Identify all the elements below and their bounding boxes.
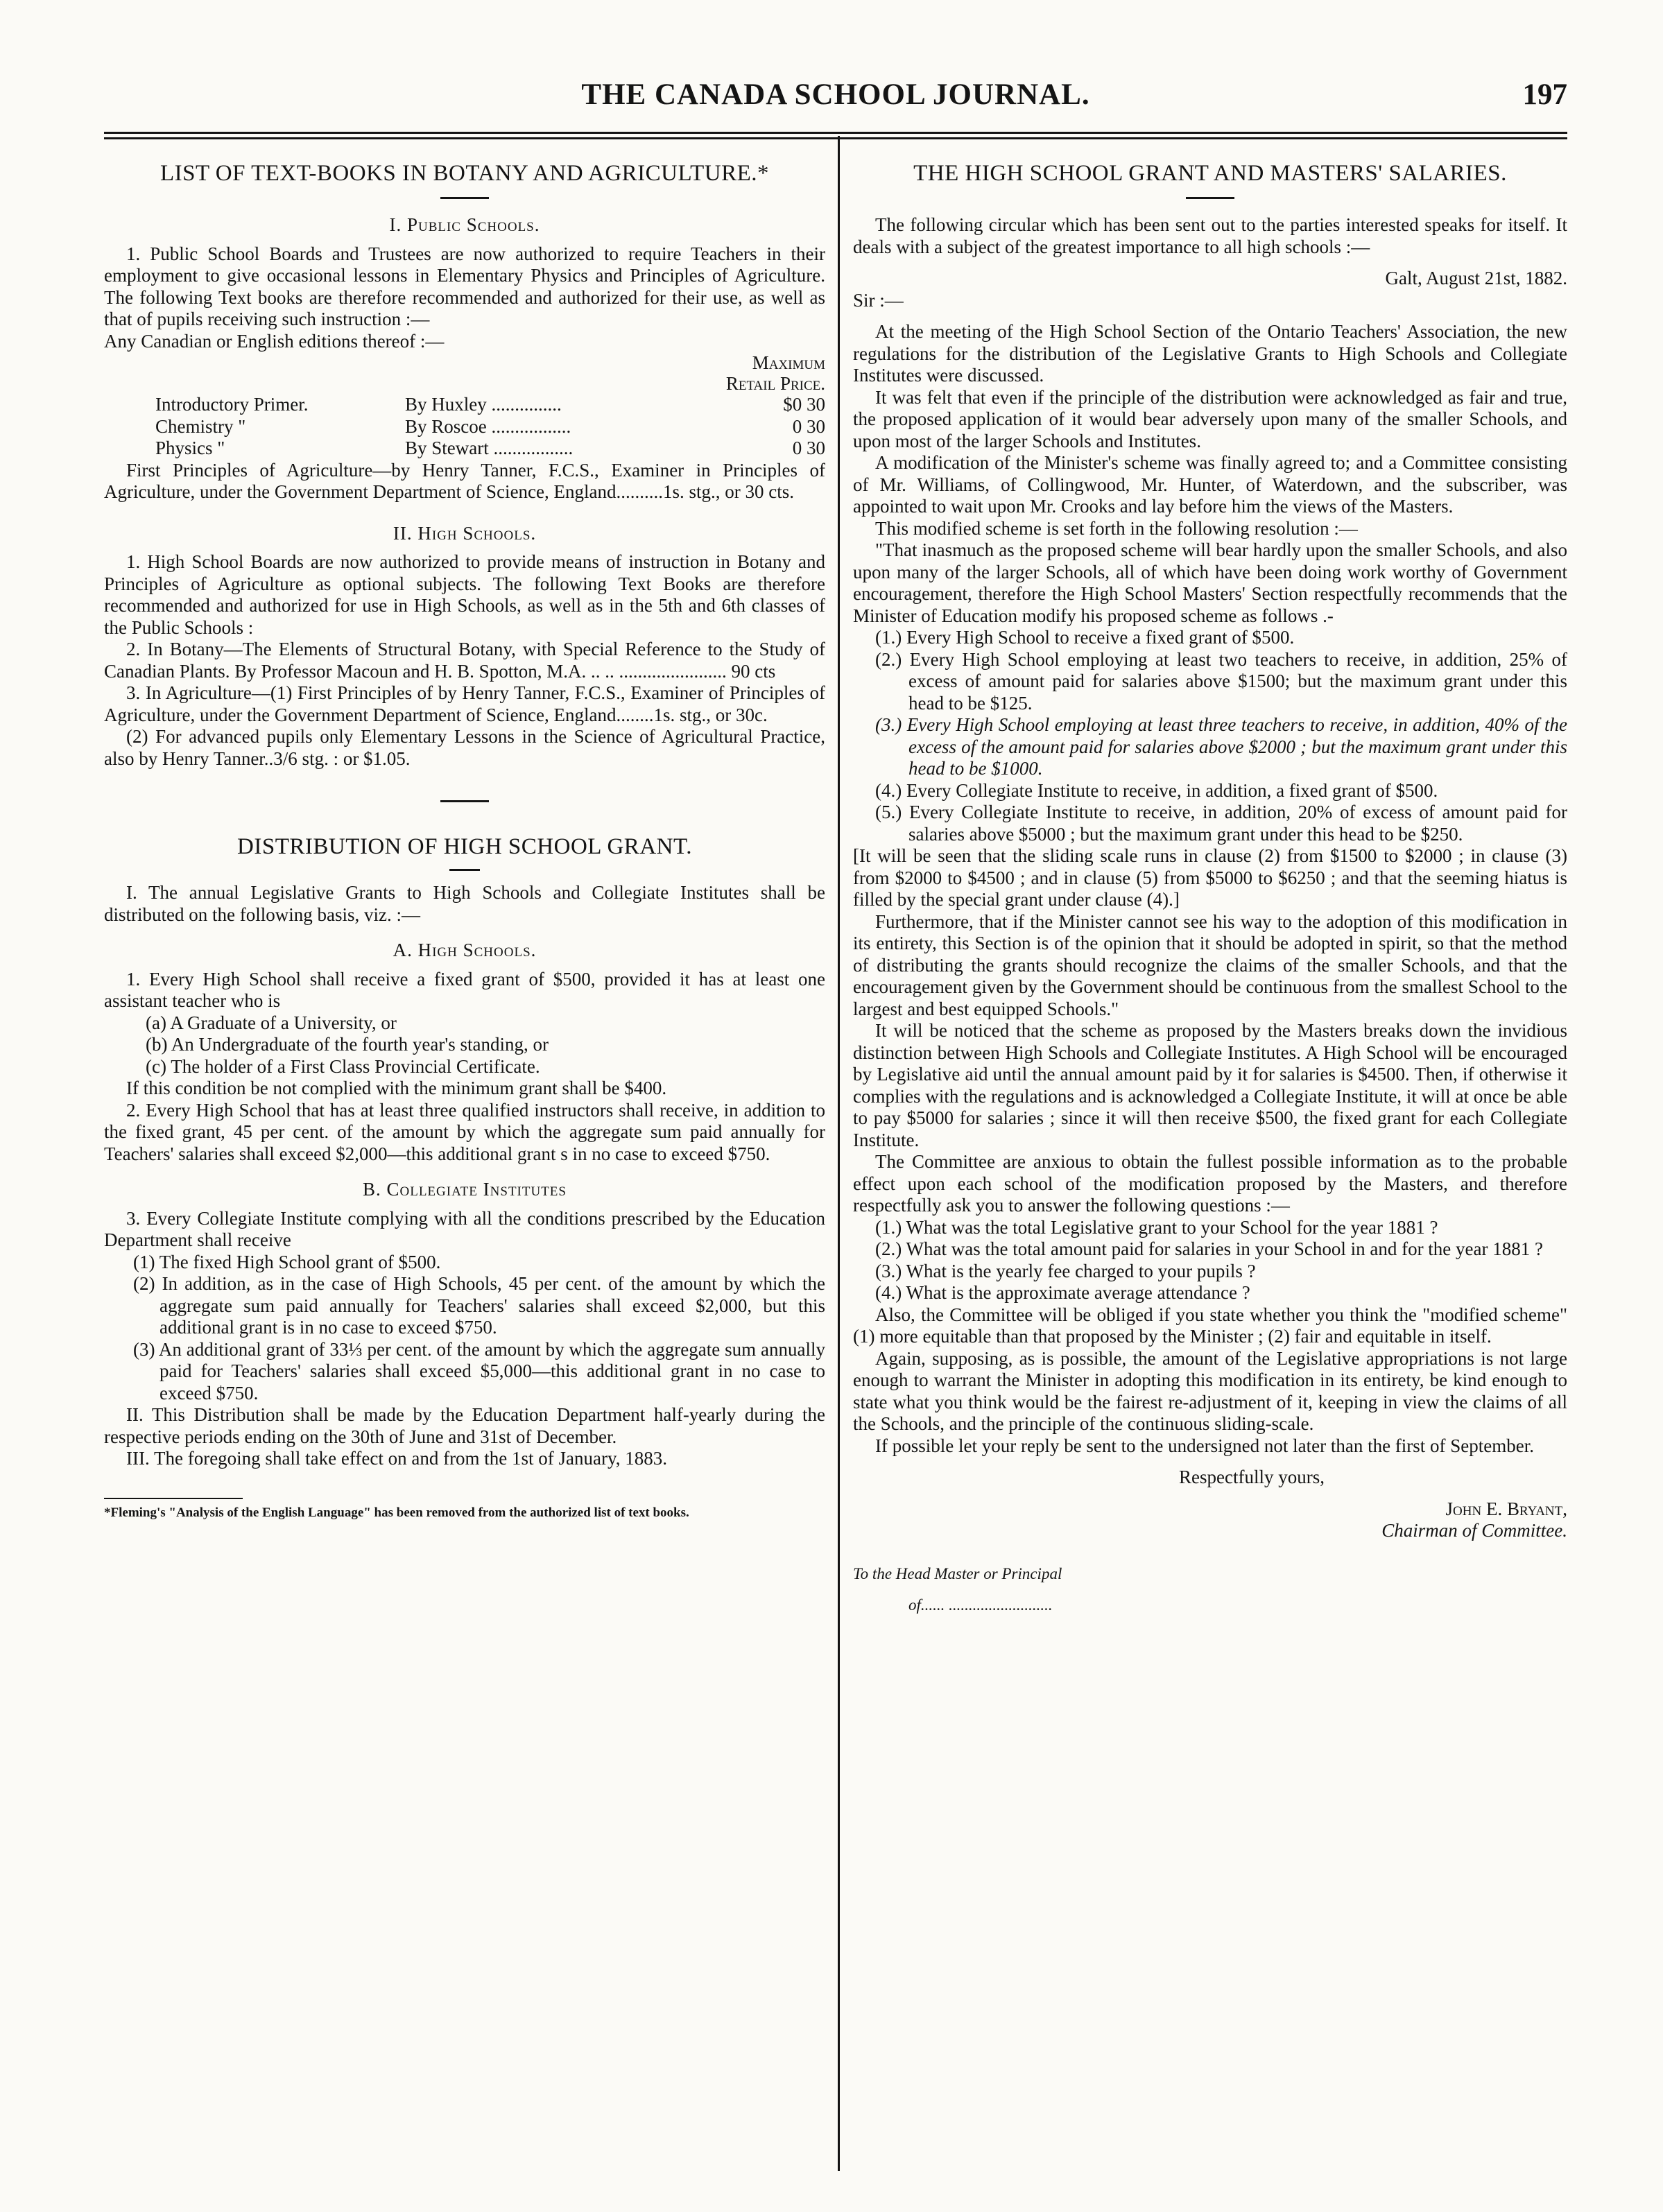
distribution-b-heading: B. Collegiate Institutes <box>362 1179 567 1200</box>
question-3: (3.) What is the yearly fee charged to your pupils ? <box>875 1260 1256 1281</box>
letter-paragraph-9: The Committee are anxious to obtain the fullest possible information as to the probable effect upon each school of the modification proposed by the Masters, and therefore respectfully ask you to answer the following questions :— <box>853 1151 1567 1216</box>
book-price: $0 30 <box>783 394 825 415</box>
letter-paragraph-10: Also, the Committee will be obliged if you state whether you think the "modified scheme" (1) more equitable than that proposed by the Minister ; (2) fair and equitable in itself. <box>853 1304 1567 1347</box>
page-number: 197 <box>1522 78 1567 111</box>
high-paragraph-2: 2. In Botany—The Elements of Structural Botany, with Special Reference to the Study of Canadian Plants. By Professor Macoun and H. B. Spotton, M.A. .. .. ....................... 90 cts <box>104 639 825 682</box>
letter-paragraph-11: Again, supposing, as is possible, the amount of the Legislative appropriations is not large enough to warrant the Minister in adopting this modification in its entirety, be kind enough to state what you think would be the fairest re-adjustment of it, keeping in view the claims of all the Schools, and the principle of the continuous sliding-scale. <box>853 1347 1567 1434</box>
section-dash <box>449 869 480 871</box>
salutation: Sir :— <box>853 289 904 311</box>
high-schools-heading: II. High Schools. <box>393 522 537 544</box>
price-header-1: Maximum <box>752 352 825 373</box>
distribution-title: DISTRIBUTION OF HIGH SCHOOL GRANT. <box>237 834 692 859</box>
dateline: Galt, August 21st, 1882. <box>1385 268 1567 288</box>
price-header-2: Retail Price. <box>725 373 825 394</box>
section-dash <box>440 197 489 199</box>
question-1: (1.) What was the total Legislative grant to your School for the year 1881 ? <box>875 1216 1438 1238</box>
scheme-clause-2: (2.) Every High School employing at least two teachers to receive, in addition, 25% of excess of amount paid for salaries above $1500; but the maximum grant under this head to be $125. <box>875 648 1567 714</box>
distribution-item-c: (c) The holder of a First Class Provincial Certificate. <box>146 1055 540 1077</box>
letter-paragraph-3: A modification of the Minister's scheme was finally agreed to; and a Committee consisting of Mr. Williams, of Collingwood, Mr. Hunter, of Waterdown, and the subscriber, was appointed to wait upon Mr. Crooks and lay before him the views of the Masters. <box>853 452 1567 517</box>
book-name: Physics " <box>155 438 225 458</box>
scheme-clause-3: (3.) Every High School employing at least three teachers to receive, in addition, 40% of the excess of the amount paid for salaries above $2000 ; but the maximum grant under this head to be $1000. <box>875 714 1567 779</box>
scheme-clause-5: (5.) Every Collegiate Institute to receive, in addition, 20% of excess of amount paid for salaries above $5000 ; but the maximum grant under this head to be $250. <box>875 802 1567 845</box>
column-divider <box>838 136 840 2171</box>
distribution-grant-2: (2) In addition, as in the case of High Schools, 45 per cent. of the amount by which the aggregate sum paid annually for Teachers' salaries shall exceed $2,000, but this additional grant is in no case to exceed $750. <box>133 1273 825 1338</box>
section-dash <box>440 800 489 802</box>
circular-intro: The following circular which has been sent out to the parties interested speaks for itself. It deals with a subject of the greatest importance to all high schools :— <box>853 214 1567 257</box>
header-rule-top <box>104 132 1567 134</box>
book-row <box>104 416 825 438</box>
book-author: By Stewart ................. <box>405 438 574 458</box>
left-column <box>104 159 825 1521</box>
letter-paragraph-7: Furthermore, that if the Minister cannot see his way to the adoption of this modification in its entirety, this Section is of the opinion that it should be adopted in spirit, so that the method of distributing the grants should recognize the claims of the smaller Schools, and that the encouragement given by the Government should be continuous from the smallest School to the largest and best equipped Schools." <box>853 910 1567 1019</box>
question-4: (4.) What is the approximate average attendance ? <box>875 1282 1250 1303</box>
distribution-a-heading: A. High Schools. <box>393 940 537 960</box>
right-column <box>853 159 1567 1616</box>
distribution-item-a: (a) A Graduate of a University, or <box>146 1012 397 1033</box>
resolution-text: "That inasmuch as the proposed scheme will bear hardly upon the smaller Schools, and also upon many of the larger Schools, all of which have been doing work worthy of Government encouragement, therefore the High School Masters' Section respectfully recommends that the Minister of Education modify his proposed scheme as follows .- <box>853 539 1567 626</box>
letter-paragraph-1: At the meeting of the High School Section of the Ontario Teachers' Association, the new regulations for the distribution of the Legislative Grants to High Schools and Collegiate Institutes were discussed. <box>853 321 1567 386</box>
signature-name: John E. Bryant, <box>1445 1498 1567 1519</box>
botany-title: LIST OF TEXT-BOOKS IN BOTANY AND AGRICULTURE.* <box>160 161 770 186</box>
distribution-item-b: (b) An Undergraduate of the fourth year's standing, or <box>146 1034 549 1055</box>
book-price: 0 30 <box>792 438 825 458</box>
header-rule-bottom <box>104 137 1567 139</box>
book-row <box>104 394 825 416</box>
public-paragraph-2: Any Canadian or English editions thereof :— <box>104 330 445 352</box>
letter-paragraph-4: This modified scheme is set forth in the following resolution :— <box>875 517 1358 539</box>
journal-title: THE CANADA SCHOOL JOURNAL. <box>581 78 1090 111</box>
distribution-paragraph-7: III. The foregoing shall take effect on and from the 1st of January, 1883. <box>126 1448 668 1469</box>
letter-paragraph-12: If possible let your reply be sent to the undersigned not later than the first of September. <box>875 1435 1535 1456</box>
scheme-clause-1: (1.) Every High School to receive a fixed grant of $500. <box>875 627 1295 648</box>
distribution-grant-3: (3) An additional grant of 33⅓ per cent. of the amount by which the aggregate sum annually paid for Teachers' salaries shall exceed $5,000—this additional grant in no case to exceed $750. <box>133 1338 825 1403</box>
high-paragraph-3: 3. In Agriculture—(1) First Principles of by Henry Tanner, F.C.S., Examiner of Principles of Agriculture, under the Government Department of Science, England........1s. stg., or 30c. <box>104 682 825 725</box>
footnote: *Fleming's "Analysis of the English Language" has been removed from the authorized list of text books. <box>104 1505 689 1520</box>
public-schools-heading: I. Public Schools. <box>389 214 540 235</box>
letter-paragraph-8: It will be noticed that the scheme as proposed by the Masters breaks down the invidious distinction between High Schools and Collegiate Institutes. A High School will be encouraged by Legislative aid until the annual amount paid by it for salaries is $4500. Then, if otherwise it complies with the regulations and is acknowledged a Collegiate Institute, it will at once be able to pay $5000 for salaries ; since it will then receive $500, the fixed grant for each Collegiate Institute. <box>853 1020 1567 1150</box>
closing: Respectfully yours, <box>1179 1467 1325 1487</box>
addressee-line: To the Head Master or Principal <box>853 1564 1062 1582</box>
circular-title: THE HIGH SCHOOL GRANT AND MASTERS' SALARIES. <box>913 161 1507 186</box>
distribution-paragraph-1: I. The annual Legislative Grants to High Schools and Collegiate Institutes shall be distributed on the following basis, viz. :— <box>104 882 825 925</box>
distribution-paragraph-2: 1. Every High School shall receive a fixed grant of $500, provided it has at least one assistant teacher who is <box>104 968 825 1011</box>
book-price: 0 30 <box>792 415 825 437</box>
distribution-paragraph-4: 2. Every High School that has at least three qualified instructors shall receive, in addition to the fixed grant, 45 per cent. of the amount by which the aggregate sum paid annually for Teachers' salaries shall exceed $2,000—this additional grant s in no case to exceed $750. <box>104 1099 825 1164</box>
sliding-scale-note: [It will be seen that the sliding scale runs in clause (2) from $1500 to $2000 ; in clause (3) from $2000 to $4500 ; and in clause (5) from $5000 to $6250 ; and that the seeming hiatus is filled by the special grant under clause (4).] <box>853 845 1567 910</box>
high-paragraph-1: 1. High School Boards are now authorized to provide means of instruction in Botany and Principles of Agriculture as optional subjects. The following Text Books are therefore recommended and authorized for use in High Schools, as well as in the 5th and 6th classes of the Public Schools : <box>104 551 825 638</box>
book-name: Chemistry " <box>155 415 246 437</box>
section-dash <box>1186 197 1234 199</box>
signature-title: Chairman of Committee. <box>1381 1520 1567 1541</box>
book-name: Introductory Primer. <box>155 394 309 415</box>
public-paragraph-3: First Principles of Agriculture—by Henry Tanner, F.C.S., Examiner in Principles of Agriculture, under the Government Department of Science, England..........1s. stg., or 30 cts. <box>104 459 825 502</box>
addressee-of-line: of...... .......................... <box>908 1596 1053 1614</box>
book-author: By Huxley ............... <box>405 394 562 415</box>
distribution-paragraph-6: II. This Distribution shall be made by the Education Department half-yearly during the respective periods ending on the 30th of June and 31st of December. <box>104 1404 825 1447</box>
public-paragraph-1: 1. Public School Boards and Trustees are now authorized to require Teachers in their employment to give occasional lessons in Elementary Physics and Principles of Agriculture. The following Text books are therefore recommended and authorized for their use, as well as that of pupils receiving such instruction :— <box>104 243 825 329</box>
footnote-rule <box>104 1498 243 1499</box>
page-header <box>104 78 1567 119</box>
scheme-clause-4: (4.) Every Collegiate Institute to receive, in addition, a fixed grant of $500. <box>875 779 1438 801</box>
distribution-paragraph-3: If this condition be not complied with the minimum grant shall be $400. <box>126 1078 667 1098</box>
distribution-grant-1: (1) The fixed High School grant of $500. <box>133 1251 441 1272</box>
question-2: (2.) What was the total amount paid for salaries in your School in and for the year 1881 ? <box>875 1238 1543 1259</box>
book-author: By Roscoe ................. <box>405 415 571 437</box>
book-row <box>104 438 825 460</box>
distribution-paragraph-5: 3. Every Collegiate Institute complying with all the conditions prescribed by the Education Department shall receive <box>104 1207 825 1250</box>
high-paragraph-4: (2) For advanced pupils only Elementary Lessons in the Science of Agricultural Practice, also by Henry Tanner..3/6 stg. : or $1.05. <box>104 726 825 769</box>
letter-paragraph-2: It was felt that even if the principle of the distribution were acknowledged as fair and true, the proposed application of it would bear adversely upon many of the smaller Schools, and upon most of the larger Schools and Institutes. <box>853 386 1567 451</box>
